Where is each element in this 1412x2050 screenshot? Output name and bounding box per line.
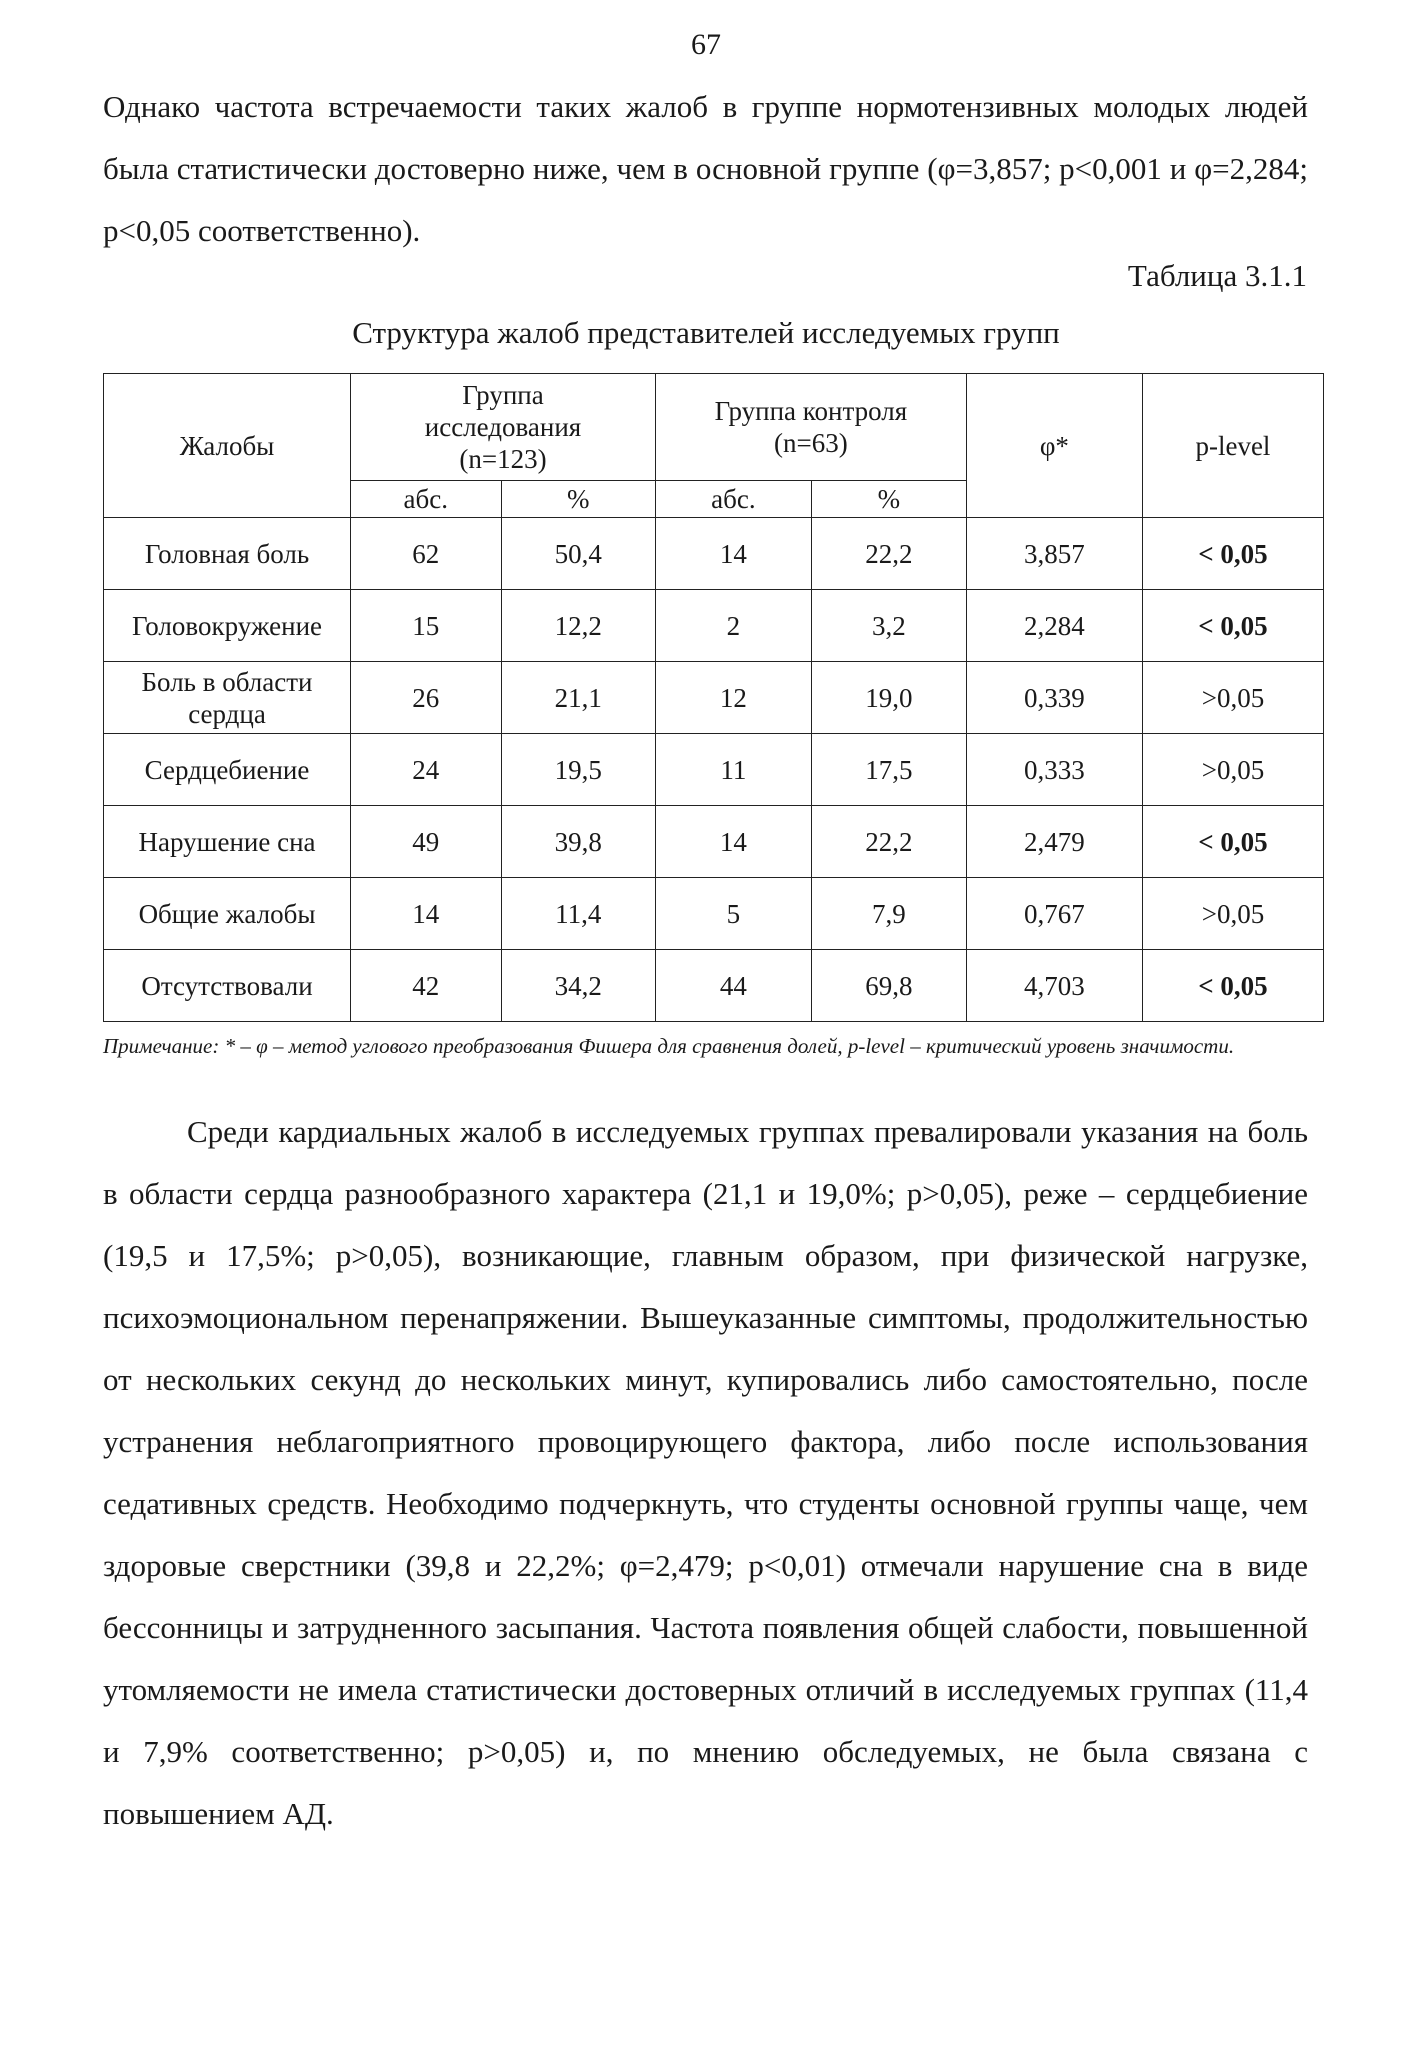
table-row [104, 950, 1324, 1022]
cell-p-level: >0,05 [1142, 734, 1323, 806]
cell-pct-study: 19,5 [501, 734, 655, 806]
table-row [104, 878, 1324, 950]
cell-pct-study: 39,8 [501, 806, 655, 878]
header-p-level: p-level [1142, 374, 1323, 518]
header-control-group: Группа контроля (n=63) [655, 374, 966, 481]
cell-abs-control: 11 [655, 734, 811, 806]
cell-phi: 2,479 [966, 806, 1142, 878]
header-abs-study: абс. [351, 481, 501, 518]
header-pct-study: % [501, 481, 655, 518]
cell-abs-control: 14 [655, 518, 811, 590]
cell-p-level: < 0,05 [1142, 950, 1323, 1022]
table-title: Структура жалоб представителей исследуемых групп [352, 315, 1060, 350]
cell-abs-study: 14 [351, 878, 501, 950]
cell-phi: 4,703 [966, 950, 1142, 1022]
cell-complaint: Отсутствовали [104, 950, 351, 1022]
cell-complaint: Нарушение сна [104, 806, 351, 878]
table-row [104, 734, 1324, 806]
header-pct-control: % [811, 481, 966, 518]
cell-pct-control: 69,8 [811, 950, 966, 1022]
cell-p-level: < 0,05 [1142, 590, 1323, 662]
cell-abs-control: 5 [655, 878, 811, 950]
cell-abs-study: 42 [351, 950, 501, 1022]
cell-pct-control: 7,9 [811, 878, 966, 950]
cell-p-level: < 0,05 [1142, 806, 1323, 878]
complaints-table [103, 373, 1324, 1022]
cell-pct-study: 21,1 [501, 662, 655, 734]
cell-phi: 0,339 [966, 662, 1142, 734]
cell-phi: 3,857 [966, 518, 1142, 590]
table-row [104, 518, 1324, 590]
cell-abs-control: 12 [655, 662, 811, 734]
cell-pct-control: 17,5 [811, 734, 966, 806]
cell-phi: 0,333 [966, 734, 1142, 806]
cell-pct-control: 3,2 [811, 590, 966, 662]
table-note: Примечание: * – φ – метод углового преобразования Фишера для сравнения долей, p-level – критический уровень значимости. [103, 1034, 1235, 1058]
cell-pct-study: 34,2 [501, 950, 655, 1022]
cell-pct-study: 12,2 [501, 590, 655, 662]
header-study-group: Группа исследования (n=123) [351, 374, 656, 481]
cell-pct-control: 22,2 [811, 806, 966, 878]
header-phi: φ* [966, 374, 1142, 518]
cell-pct-study: 11,4 [501, 878, 655, 950]
cell-abs-study: 49 [351, 806, 501, 878]
cell-complaint: Общие жалобы [104, 878, 351, 950]
cell-p-level: < 0,05 [1142, 518, 1323, 590]
cell-abs-control: 2 [655, 590, 811, 662]
cell-p-level: >0,05 [1142, 878, 1323, 950]
cell-pct-control: 19,0 [811, 662, 966, 734]
table-label: Таблица 3.1.1 [1127, 258, 1307, 293]
cell-complaint: Головная боль [104, 518, 351, 590]
table-row [104, 590, 1324, 662]
cell-abs-study: 26 [351, 662, 501, 734]
table-row [104, 662, 1324, 734]
page-number: 67 [691, 28, 721, 61]
table-row [104, 806, 1324, 878]
cell-abs-control: 14 [655, 806, 811, 878]
cell-abs-study: 24 [351, 734, 501, 806]
header-abs-control: абс. [655, 481, 811, 518]
cell-abs-study: 62 [351, 518, 501, 590]
intro-paragraph: Однако частота встречаемости таких жалоб в группе нормотензивных молодых людей была статистически достоверно ниже, чем в основной группе (φ=3,857; p<0,001 и φ=2,284; p<0,05 соответственно). [103, 89, 1308, 248]
cell-complaint: Головокружение [104, 590, 351, 662]
cell-abs-study: 15 [351, 590, 501, 662]
cell-abs-control: 44 [655, 950, 811, 1022]
cell-pct-control: 22,2 [811, 518, 966, 590]
body-paragraph: Среди кардиальных жалоб в исследуемых группах превалировали указания на боль в области сердца разнообразного характера (21,1 и 19,0%; p>0,05), реже – сердцебиение (19,5 и 17,5%; p>0,05), возникающие, главным образом, при физической нагрузке, психоэмоциональном перенапряжении. Вышеуказанные симптомы, продолжительностью от нескольких секунд до нескольких минут, купировались либо самостоятельно, после устранения неблагоприятного провоцирующего фактора, либо после использования седативных средств. Необходимо подчеркнуть, что студенты основной группы чаще, чем здоровые сверстники (39,8 и 22,2%; φ=2,479; p<0,01) отмечали нарушение сна в виде бессонницы и затрудненного засыпания. Частота появления общей слабости, повышенной утомляемости не имела статистически достоверных отличий в исследуемых группах (11,4 и 7,9% соответственно; p>0,05) и, по мнению обследуемых, не была связана с повышением АД. [103, 1114, 1308, 1831]
cell-complaint: Сердцебиение [104, 734, 351, 806]
cell-complaint: Боль в области сердца [104, 662, 351, 734]
cell-phi: 0,767 [966, 878, 1142, 950]
cell-p-level: >0,05 [1142, 662, 1323, 734]
header-complaints: Жалобы [104, 374, 351, 518]
cell-phi: 2,284 [966, 590, 1142, 662]
cell-pct-study: 50,4 [501, 518, 655, 590]
